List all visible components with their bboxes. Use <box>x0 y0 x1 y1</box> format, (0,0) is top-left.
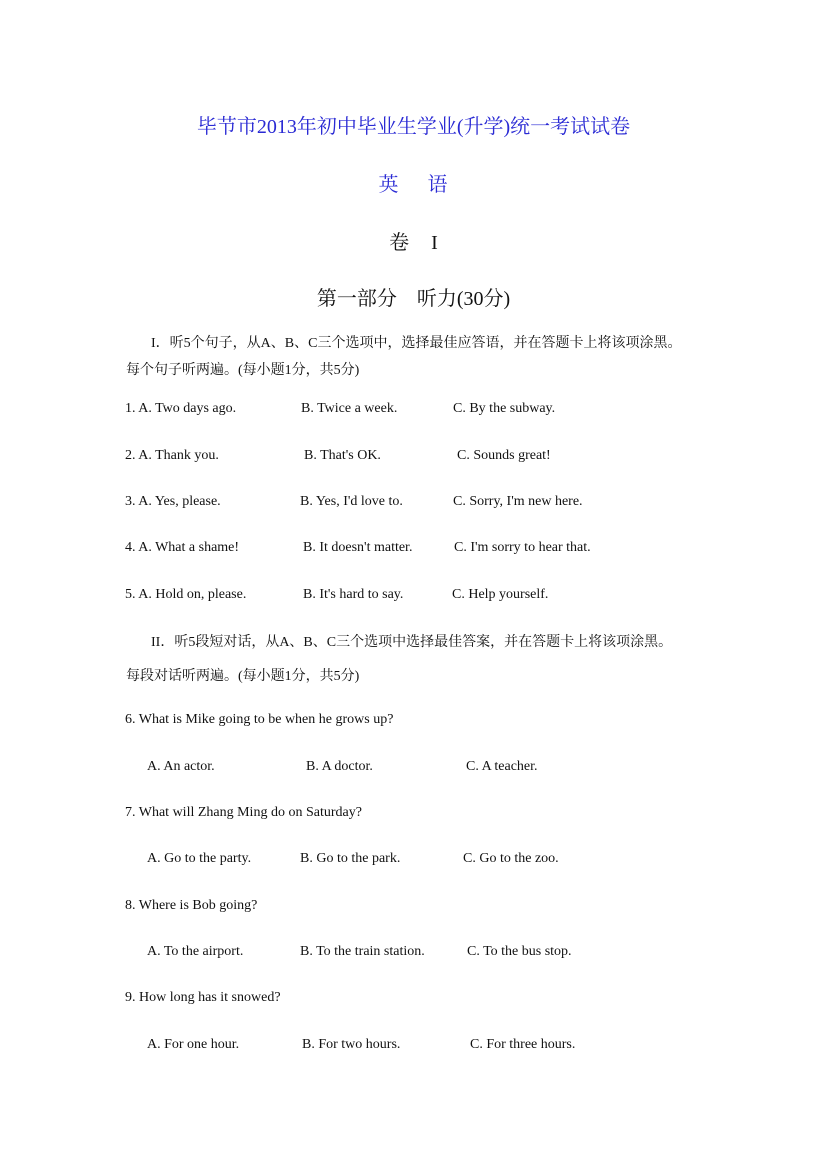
question-2-option-b: B. That's OK. <box>304 448 381 463</box>
question-4-option-a: 4. A. What a shame! <box>125 540 240 555</box>
question-8-option-c: C. To the bus stop. <box>467 944 572 959</box>
volume-heading <box>0 226 827 255</box>
question-8-option-a: A. To the airport. <box>147 944 244 959</box>
question-6-option-b: B. A doctor. <box>306 759 373 774</box>
question-7-option-c: C. Go to the zoo. <box>463 851 559 866</box>
question-5-option-b: B. It's hard to say. <box>303 587 404 602</box>
question-2-option-c: C. Sounds great! <box>457 448 551 463</box>
question-6-option-c: C. A teacher. <box>466 759 538 774</box>
question-8-stem: 8. Where is Bob going? <box>125 898 258 913</box>
question-4-option-c: C. I'm sorry to hear that. <box>454 540 591 555</box>
section1-instruction-line2: 每个句子听两遍。(每小题1分，共5分) <box>126 363 360 378</box>
section2-instruction-line1: II．听5段短对话，从A、B、C三个选项中选择最佳答案，并在答题卡上将该项涂黑。 <box>151 635 673 650</box>
question-5-option-c: C. Help yourself. <box>452 587 549 602</box>
volume-number: I <box>431 232 438 254</box>
question-9-option-b: B. For two hours. <box>302 1037 401 1052</box>
part-title: 听力(30分) <box>416 288 511 310</box>
question-6-stem: 6. What is Mike going to be when he grows up? <box>125 712 394 727</box>
exam-title: 毕节市2013年初中毕业生学业(升学)统一考试试卷 <box>196 116 631 138</box>
question-9-option-c: C. For three hours. <box>470 1037 576 1052</box>
question-1-option-a: 1. A. Two days ago. <box>125 401 237 416</box>
question-1-option-b: B. Twice a week. <box>301 401 398 416</box>
question-7-option-a: A. Go to the party. <box>147 851 252 866</box>
question-3-option-b: B. Yes, I'd love to. <box>300 494 403 509</box>
subject-char-1: 英 <box>378 174 400 196</box>
question-7-stem: 7. What will Zhang Ming do on Saturday? <box>125 805 362 820</box>
question-2-option-a: 2. A. Thank you. <box>125 448 219 463</box>
question-8-option-b: B. To the train station. <box>300 944 425 959</box>
question-9-option-a: A. For one hour. <box>147 1037 240 1052</box>
section1-instruction-line1: I．听5个句子，从A、B、C三个选项中，选择最佳应答语，并在答题卡上将该项涂黑。 <box>151 336 682 351</box>
question-1-option-c: C. By the subway. <box>453 401 556 416</box>
question-7-option-b: B. Go to the park. <box>300 851 401 866</box>
question-9-stem: 9. How long has it snowed? <box>125 990 281 1005</box>
question-4-option-b: B. It doesn't matter. <box>303 540 413 555</box>
question-5-option-a: 5. A. Hold on, please. <box>125 587 247 602</box>
question-3-option-c: C. Sorry, I'm new here. <box>453 494 583 509</box>
subject-char-2: 语 <box>427 174 449 196</box>
volume-label: 卷 <box>389 232 410 254</box>
question-3-option-a: 3. A. Yes, please. <box>125 494 221 509</box>
part-label: 第一部分 <box>316 288 397 310</box>
subject-heading <box>0 168 827 197</box>
part-heading <box>0 282 827 311</box>
section2-instruction-line2: 每段对话听两遍。(每小题1分，共5分) <box>126 669 360 684</box>
question-6-option-a: A. An actor. <box>147 759 215 774</box>
